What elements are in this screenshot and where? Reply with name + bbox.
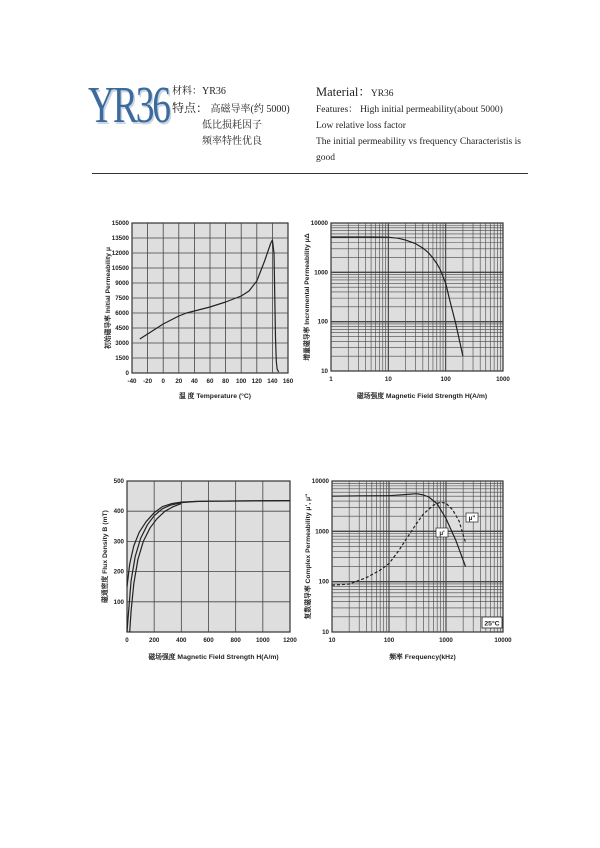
y-tick-label: 10 bbox=[322, 629, 329, 636]
x-tick-label: 60 bbox=[206, 378, 214, 385]
x-tick-label: -40 bbox=[127, 378, 137, 385]
x-tick-label: 160 bbox=[282, 378, 294, 385]
y-tick-label: 300 bbox=[113, 538, 124, 546]
y-tick-label: 400 bbox=[113, 508, 124, 516]
y-tick-label: 10000 bbox=[311, 478, 329, 485]
y-tick-label: 3000 bbox=[115, 340, 129, 347]
cn-feature-1: 高磁导率(约 5000) bbox=[210, 104, 290, 115]
en-material-label: Material： bbox=[316, 85, 371, 99]
y-tick-label: 1500 bbox=[115, 355, 129, 362]
y-tick-label: 100 bbox=[317, 318, 328, 326]
legend-mu-prime: μ' bbox=[439, 530, 445, 537]
x-tick-label: 100 bbox=[440, 376, 451, 383]
x-tick-label: 140 bbox=[267, 378, 278, 385]
legend-mu-double-prime: μ" bbox=[468, 515, 476, 522]
material-logo: YR36 bbox=[88, 77, 169, 134]
y-tick-label: 4500 bbox=[115, 325, 129, 332]
x-tick-label: 1200 bbox=[283, 637, 297, 644]
en-feature-1: High initial permeability(about 5000) bbox=[360, 105, 503, 115]
y-tick-label: 1000 bbox=[315, 528, 329, 536]
x-tick-label: 1 bbox=[329, 376, 333, 383]
x-tick-label: 10 bbox=[328, 637, 336, 644]
y-tick-label: 100 bbox=[113, 598, 124, 606]
x-tick-label: 400 bbox=[176, 637, 187, 644]
x-tick-label: 0 bbox=[161, 378, 165, 385]
y-tick-label: 10000 bbox=[310, 220, 328, 227]
y-tick-label: 15000 bbox=[111, 220, 129, 227]
temperature-badge: 25°C bbox=[484, 620, 500, 628]
en-material-value: YR36 bbox=[370, 89, 394, 99]
y-tick-label: 9000 bbox=[115, 280, 129, 287]
x-tick-label: 10 bbox=[384, 376, 392, 383]
x-tick-label: 800 bbox=[230, 637, 241, 644]
en-feature-2: Low relative loss factor bbox=[316, 121, 406, 131]
plot-area bbox=[332, 481, 503, 632]
x-tick-label: -20 bbox=[143, 378, 153, 385]
x-axis-label: 频率 Frequency(kHz) bbox=[389, 654, 456, 661]
x-tick-label: 600 bbox=[203, 637, 214, 644]
y-tick-label: 6000 bbox=[115, 310, 129, 317]
y-tick-label: 100 bbox=[318, 578, 329, 586]
x-tick-label: 120 bbox=[251, 378, 262, 385]
chart-3 bbox=[100, 478, 297, 661]
en-feature-3: The initial permeability vs frequency Characteristis is good bbox=[316, 137, 521, 163]
y-tick-label: 13500 bbox=[111, 235, 129, 242]
y-tick-label: 1000 bbox=[314, 269, 328, 277]
y-tick-label: 12000 bbox=[111, 250, 129, 257]
y-tick-label: 500 bbox=[113, 478, 124, 485]
y-axis-label: 初始磁导率 Initial Permeability μ bbox=[105, 247, 112, 349]
y-axis-label: 复数磁导率 Complex Permeability μ', μ" bbox=[305, 493, 312, 620]
en-features-label: Features： bbox=[316, 105, 358, 115]
chart-1 bbox=[103, 220, 294, 400]
x-tick-label: 1000 bbox=[496, 376, 510, 383]
chart-4 bbox=[303, 478, 512, 661]
chart-2 bbox=[302, 220, 510, 400]
y-tick-label: 0 bbox=[125, 370, 129, 377]
x-tick-label: 1000 bbox=[255, 637, 270, 644]
y-tick-label: 10 bbox=[321, 368, 328, 375]
x-axis-label: 磁场强度 Magnetic Field Strength H(A/m) bbox=[148, 654, 279, 661]
x-tick-label: 10000 bbox=[494, 637, 512, 644]
x-tick-label: 100 bbox=[383, 637, 395, 644]
y-tick-label: 7500 bbox=[115, 295, 129, 302]
cn-features-label: 特点： bbox=[172, 101, 209, 115]
x-axis-label: 温 度 Temperature (°C) bbox=[178, 393, 252, 400]
y-tick-label: 10500 bbox=[111, 265, 129, 272]
cn-feature-2: 低比损耗因子 bbox=[202, 120, 262, 131]
y-axis-label: 增量磁导率 Incremental Permeability μΔ bbox=[304, 233, 311, 361]
x-tick-label: 200 bbox=[149, 637, 160, 644]
x-tick-label: 100 bbox=[236, 378, 247, 385]
y-axis-label: 磁通密度 Flux Density B (mT) bbox=[102, 510, 109, 603]
x-axis-label: 磁场强度 Magnetic Field Strength H(A/m) bbox=[356, 393, 488, 400]
cn-material-label: 材料： bbox=[172, 86, 202, 97]
x-tick-label: 80 bbox=[222, 378, 230, 385]
cn-feature-3: 频率特性优良 bbox=[202, 136, 262, 147]
cn-material-value: YR36 bbox=[202, 86, 226, 97]
x-tick-label: 40 bbox=[190, 378, 198, 385]
x-tick-label: 20 bbox=[175, 378, 183, 385]
x-tick-label: 0 bbox=[125, 637, 129, 644]
plot-area bbox=[331, 223, 503, 371]
y-tick-label: 200 bbox=[113, 568, 124, 576]
x-tick-label: 1000 bbox=[439, 637, 453, 644]
